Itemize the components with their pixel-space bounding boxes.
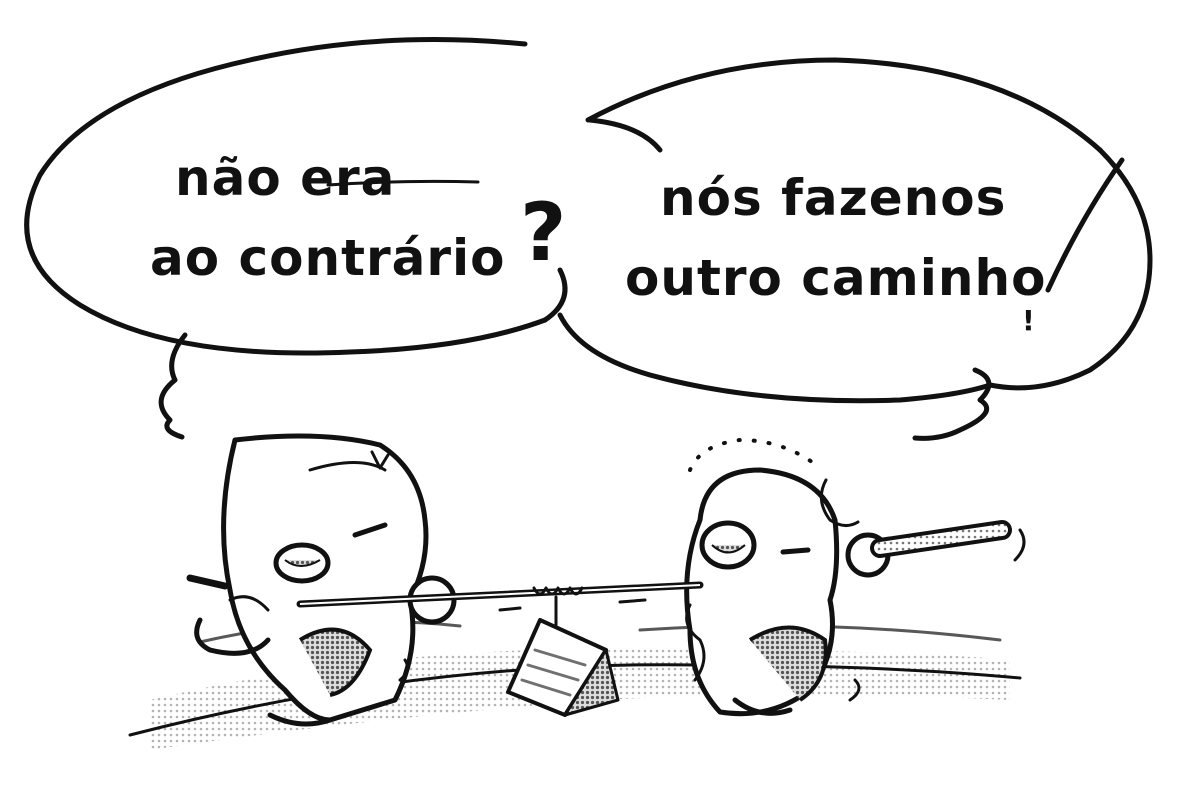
question-mark: ?	[520, 186, 568, 279]
rope-flag	[508, 620, 618, 715]
left-bubble-text	[150, 149, 567, 287]
exclamation-stroke	[1048, 160, 1122, 290]
exclamation-mark: !	[1022, 304, 1036, 337]
right-bubble-text	[625, 160, 1122, 337]
text-nao: não	[175, 149, 301, 207]
left-bubble-line2: ao contrário	[150, 229, 506, 287]
left-bubble-line1	[175, 149, 395, 207]
right-bubble-line2: outro caminho	[625, 249, 1047, 307]
text-era-underlined: era	[300, 149, 396, 207]
right-character-eye	[783, 550, 808, 552]
thinking-dots	[690, 440, 812, 470]
right-bubble-line1: nós fazenos	[660, 169, 1007, 227]
